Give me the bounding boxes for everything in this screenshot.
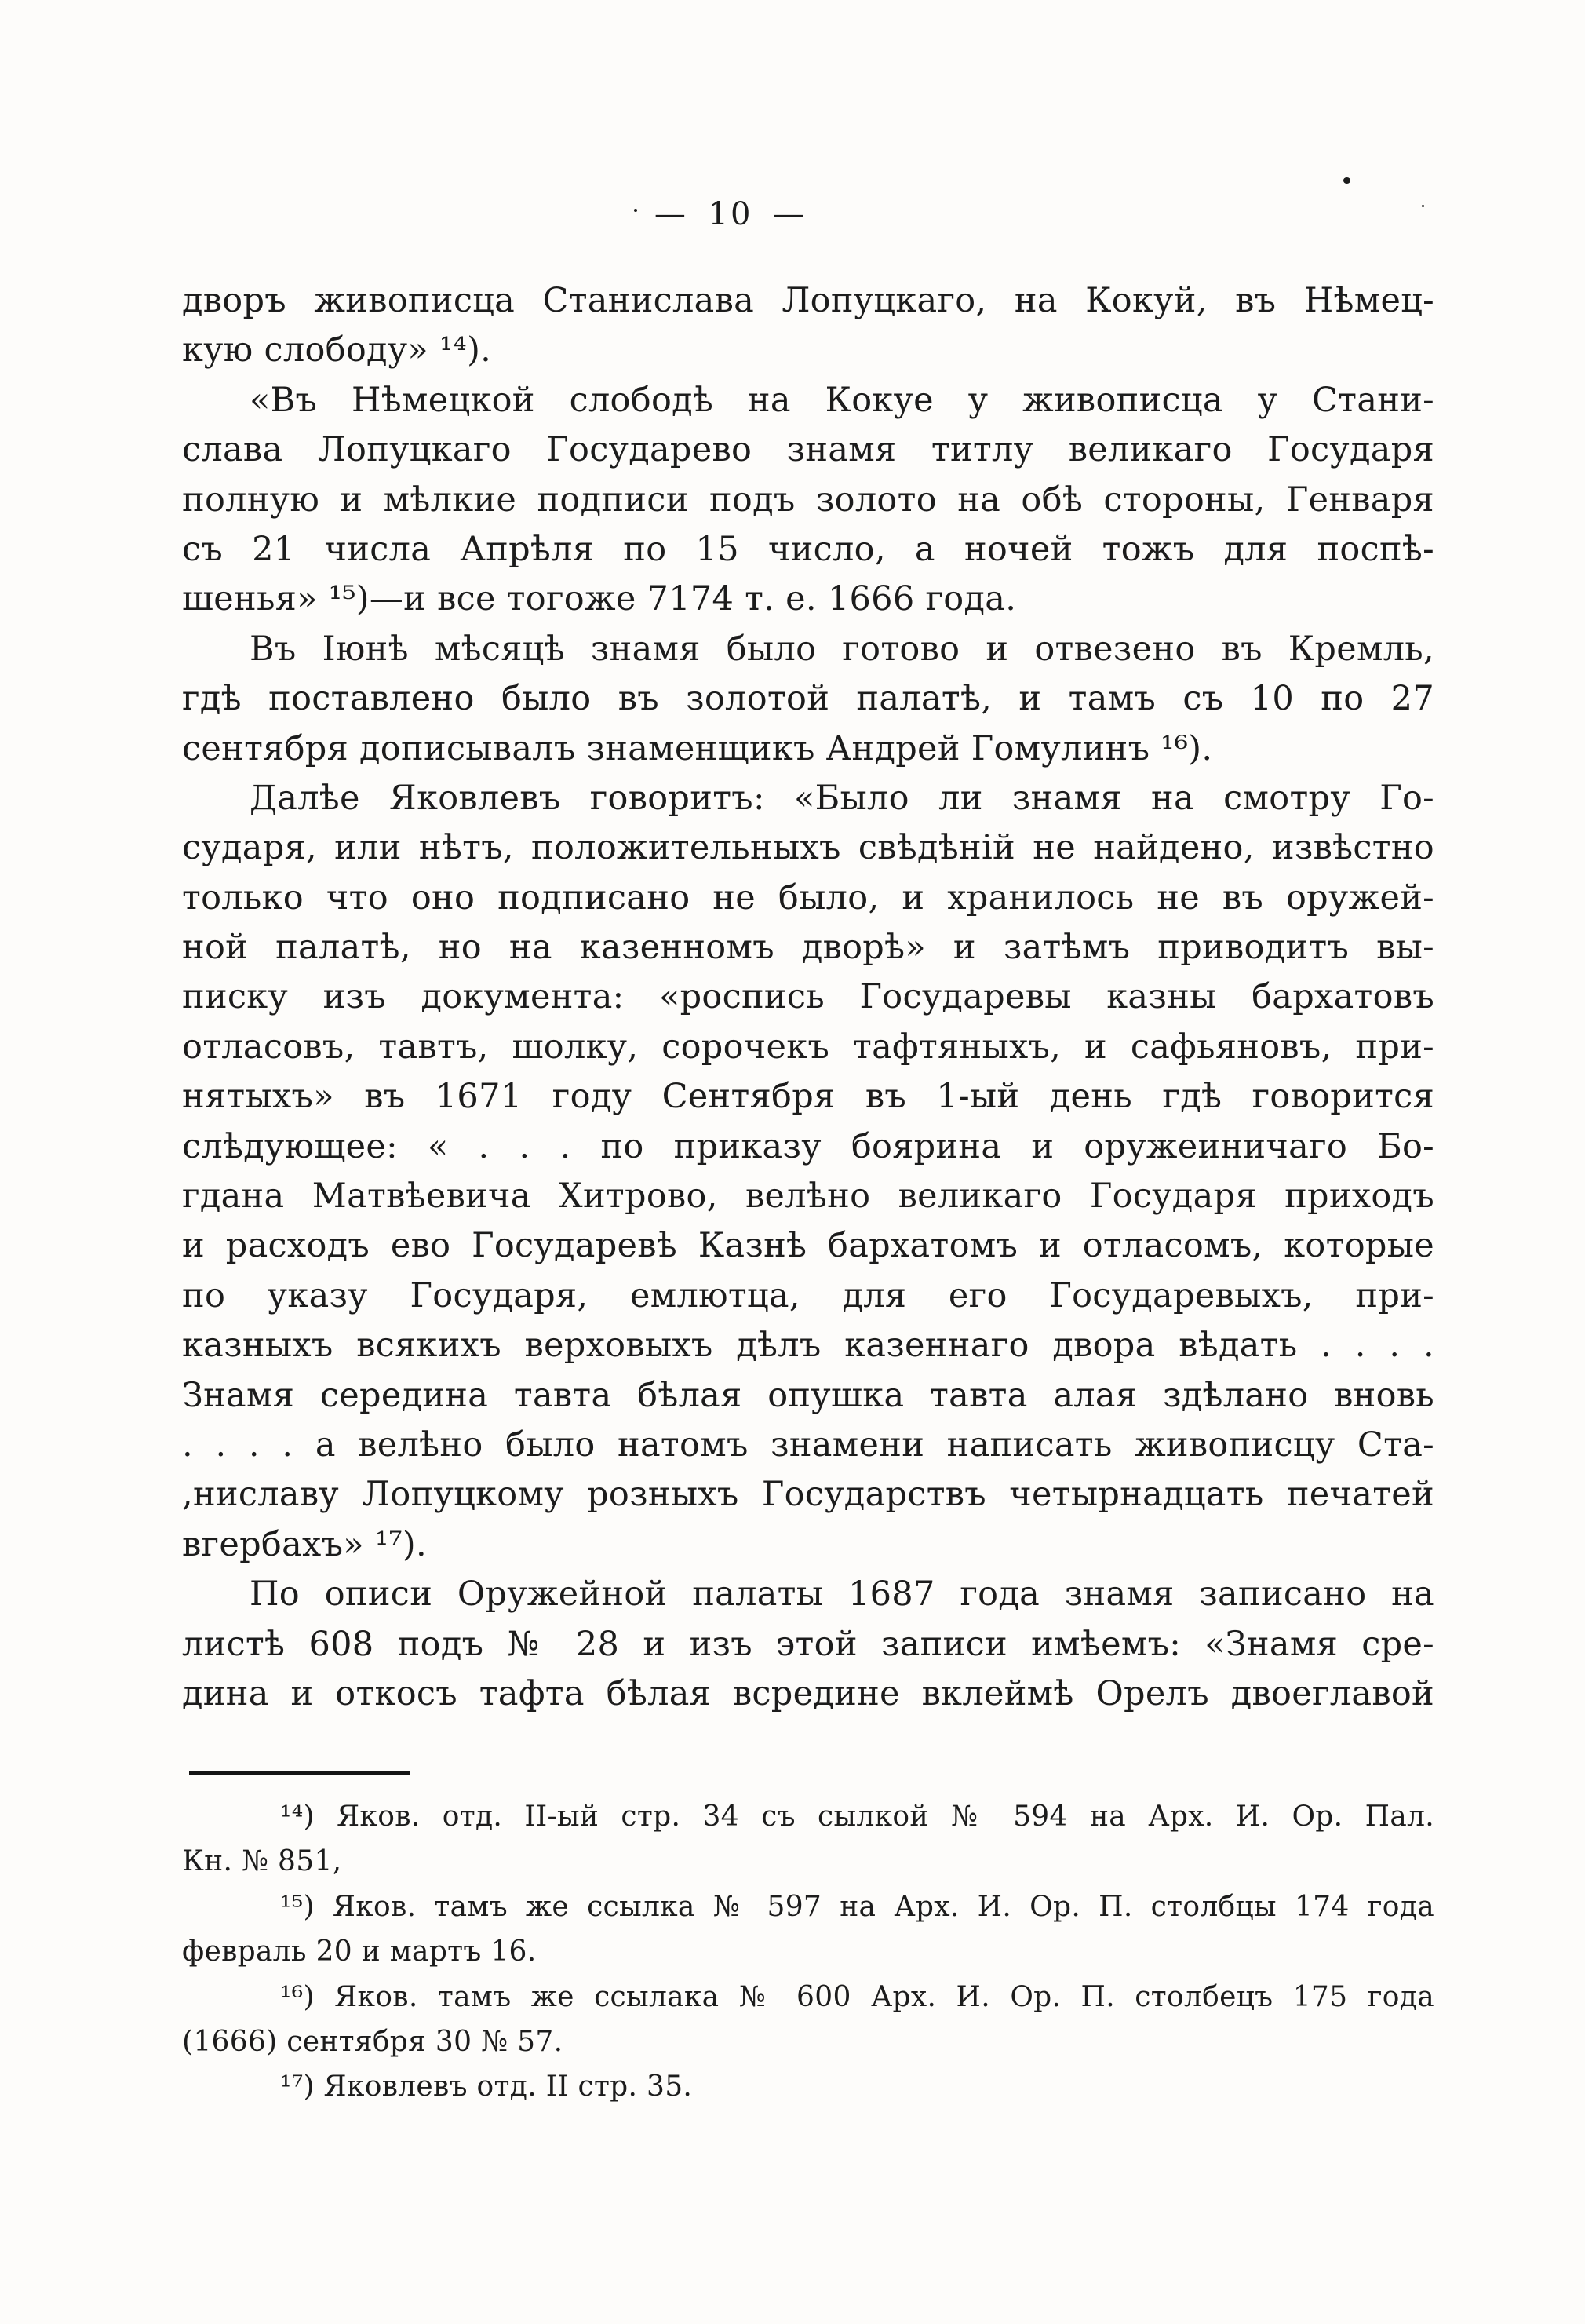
text-line: . . . . а велѣно было натомъ знамени написать живописцу Ста-	[182, 1425, 1434, 1465]
text-line: ¹⁶) Яков. тамъ же ссылака № 600 Арх. И. Ор. П. столбецъ 175 года	[280, 1980, 1434, 2013]
text-line: Въ Іюнѣ мѣсяцѣ знамя было готово и отвезено въ Кремль,	[250, 629, 1434, 669]
scan-speck	[634, 209, 637, 212]
text-line: нятыхъ» въ 1671 году Сентября въ 1-ый день гдѣ говорится	[182, 1077, 1434, 1117]
text-line: вгербахъ» ¹⁷).	[182, 1524, 427, 1564]
text-line: по указу Государя, емлютца, для его Государевыхъ, при-	[182, 1275, 1434, 1315]
text-line: гдѣ поставлено было въ золотой палатѣ, и тамъ съ 10 по 27	[182, 679, 1434, 719]
text-line: гдана Матвѣевича Хитрово, велѣно великаго Государя приходъ	[182, 1177, 1434, 1217]
text-line: слава Лопуцкаго Государево знамя титлу великаго Государя	[182, 430, 1434, 470]
text-line: полную и мѣлкие подписи подъ золото на обѣ стороны, Генваря	[182, 480, 1434, 520]
paragraph	[182, 2064, 1434, 2109]
text-line: и расходъ ево Государевѣ Казнѣ бархатомъ и отласомъ, которые	[182, 1226, 1434, 1266]
text-line: ,ниславу Лопуцкому розныхъ Государствъ четырнадцать печатей	[182, 1475, 1434, 1515]
page-number: — 10 —	[654, 196, 807, 232]
text-line: Знамя середина тавта бѣлая опушка тавта алая здѣлано вновь	[182, 1375, 1434, 1415]
scan-speck	[1343, 177, 1350, 184]
text-line: ¹⁷) Яковлевъ отд. II стр. 35.	[280, 2070, 693, 2103]
footnote-separator-rule	[189, 1771, 410, 1775]
text-line: Кн. № 851,	[182, 1845, 342, 1878]
paragraph	[182, 276, 1434, 376]
footnotes-block	[182, 1794, 1434, 2110]
paragraph	[182, 1570, 1434, 1719]
text-line: сударя, или нѣтъ, положительныхъ свѣдѣній не найдено, извѣстно	[182, 828, 1434, 868]
text-line: кую слободу» ¹⁴).	[182, 330, 492, 370]
text-line: дворъ живописца Станислава Лопуцкаго, на Кокуй, въ Нѣмец-	[182, 281, 1434, 320]
text-line: февраль 20 и мартъ 16.	[182, 1935, 537, 1968]
text-line: отласовъ, тавтъ, шолку, сорочекъ тафтяныхъ, и сафьяновъ, при-	[182, 1027, 1434, 1067]
text-line: Далѣе Яковлевъ говоритъ: «Было ли знамя на смотру Го-	[250, 778, 1434, 818]
text-line: «Въ Нѣмецкой слободѣ на Кокуе у живописца у Стани-	[250, 380, 1434, 420]
text-line: (1666) сентября 30 № 57.	[182, 2025, 563, 2058]
paragraph	[182, 1975, 1434, 2065]
paragraph	[182, 1884, 1434, 1975]
text-line: писку изъ документа: «роспись Государевы казны бархатовъ	[182, 977, 1434, 1017]
text-line: сентября дописывалъ знаменщикъ Андрей Гомулинъ ¹⁶).	[182, 728, 1213, 768]
scan-speck	[1422, 205, 1424, 207]
paragraph	[182, 774, 1434, 1570]
text-line: казныхъ всякихъ верховыхъ дѣлъ казеннаго двора вѣдать . . . .	[182, 1326, 1434, 1366]
paragraph	[182, 625, 1434, 774]
text-line: дина и откосъ тафта бѣлая всредине вклеймѣ Орелъ двоеглавой	[182, 1673, 1434, 1713]
main-text-block	[182, 276, 1434, 1719]
text-line: листѣ 608 подъ № 28 и изъ этой записи имѣемъ: «Знамя сре-	[182, 1624, 1434, 1664]
text-line: ¹⁵) Яков. тамъ же ссылка № 597 на Арх. И. Ор. П. столбцы 174 года	[280, 1890, 1434, 1923]
paragraph	[182, 376, 1434, 625]
text-line: только что оно подписано не было, и хранилось не въ оружей-	[182, 877, 1434, 918]
paragraph	[182, 1794, 1434, 1884]
text-line: По описи Оружейной палаты 1687 года знамя записано на	[250, 1574, 1434, 1614]
text-line: слѣдующее: « . . . по приказу боярина и оружеиничаго Бо-	[182, 1126, 1434, 1166]
text-line: ¹⁴) Яков. отд. II-ый стр. 34 съ сылкой № 594 на Арх. И. Ор. Пал.	[280, 1800, 1434, 1833]
text-line: ной палатѣ, но на казенномъ дворѣ» и затѣмъ приводитъ вы-	[182, 928, 1434, 968]
text-line: съ 21 числа Апрѣля по 15 число, а ночей тожъ для поспѣ-	[182, 529, 1434, 569]
text-line: шенья» ¹⁵)—и все тогоже 7174 т. е. 1666 года.	[182, 579, 1017, 619]
